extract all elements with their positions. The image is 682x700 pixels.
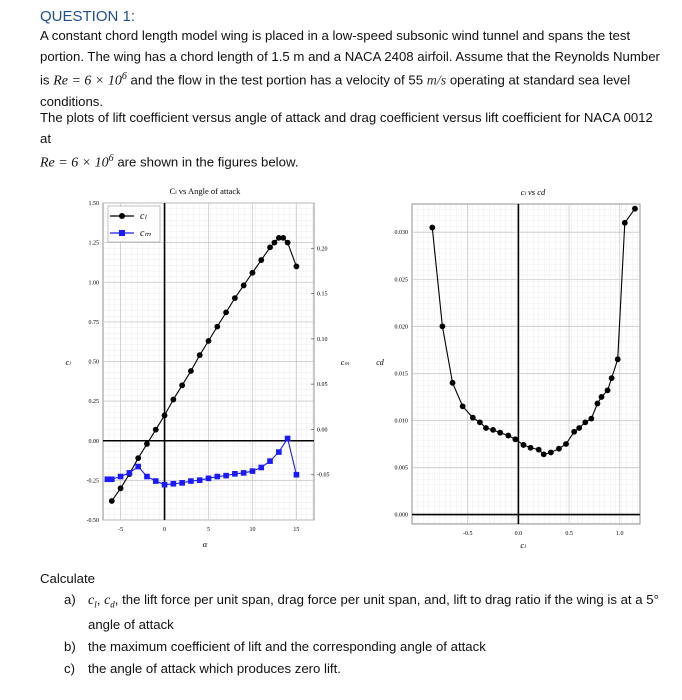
question-title: QUESTION 1: (40, 8, 136, 25)
lift-coefficient-chart (0, 180, 350, 555)
chart2-y-tick-label: 0.005 (394, 465, 408, 472)
chart1-cm-point (276, 449, 282, 455)
chart1-y-tick-label: 0.00 (88, 438, 99, 445)
chart1-cl-point (285, 240, 291, 246)
chart2-x-tick-label: -0.5 (462, 531, 473, 537)
chart1-y-tick-label: 0.50 (88, 359, 99, 366)
problem-text-3: operating at standard sea level conditions. (40, 72, 631, 109)
problem-statement (40, 26, 665, 112)
chart2-x-tick-label: 0.0 (514, 531, 523, 537)
chart1-cm-point (118, 474, 124, 480)
chart2-x-axis-label: cₗ (520, 540, 526, 550)
chart2-drag-polar-point (571, 429, 577, 435)
task-text-c: the angle of attack which produces zero lift. (88, 660, 341, 676)
chart2-drag-polar-point (576, 425, 582, 431)
chart2-drag-polar-point (450, 380, 456, 386)
chart2-drag-polar-point (556, 446, 562, 452)
chart2-drag-polar-point (483, 425, 489, 431)
chart1-cm-point (258, 465, 264, 471)
chart2-y-tick-label: 0.025 (394, 277, 408, 284)
chart2-drag-polar-point (582, 419, 588, 425)
chart1-cl-point (109, 498, 115, 504)
chart1-cm-point (162, 482, 168, 488)
chart2-x-tick-label: 0.5 (565, 531, 573, 537)
chart1-cl-point (241, 283, 247, 289)
chart1-cl-point (223, 309, 229, 315)
chart1-cm-point (135, 464, 141, 470)
chart1-cl-point (170, 397, 176, 403)
chart1-y-tick-label: -0.50 (86, 518, 99, 524)
chart2-drag-polar-point (588, 416, 594, 422)
chart2-y-tick-label: 0.015 (394, 371, 408, 378)
chart1-cm-point (171, 481, 177, 487)
chart2-drag-polar-point (595, 401, 601, 407)
chart2-drag-polar-point (541, 451, 547, 457)
chart2-drag-polar-point (615, 356, 621, 362)
task-item-a: a) $c_l$, $c_d$, the lift force per unit span, drag force per unit span, and, lift to drag ratio if the wing is at a 5° angle of attack (64, 592, 659, 632)
chart2-drag-polar-point (460, 403, 466, 409)
chart1-y-tick-label: -0.25 (86, 478, 99, 485)
chart1-cl-point (179, 382, 185, 388)
chart1-cm-point (127, 470, 133, 476)
chart1-cl-point (267, 244, 273, 250)
chart1-cm-point (153, 478, 159, 484)
chart1-y-tick-label: 0.75 (88, 319, 99, 326)
chart1-cm-point (109, 476, 115, 482)
chart1-cm-point (267, 458, 273, 464)
chart2-drag-polar-point (497, 430, 503, 436)
plots-intro-text: The plots of lift coefficient versus angle of attack and drag coefficient versus lift coefficient for NACA 0012 at (40, 110, 653, 146)
chart1-cm-point (223, 473, 229, 479)
plots-reynolds-expression: Re = 6 × 10 (40, 155, 109, 171)
chart1-y-tick-label: 1.50 (88, 201, 99, 207)
chart1-cl-point (250, 270, 256, 276)
chart1-cm-point (197, 477, 203, 483)
chart1-y-tick-label: 1.25 (88, 240, 99, 247)
task-item-c (64, 659, 664, 678)
chart1-cm-point (144, 474, 150, 480)
problem-text-2: and the flow in the test portion has a velocity of 55 (126, 72, 427, 88)
chart1-cm-point (232, 471, 238, 477)
chart1-y2-tick-label: 0.20 (317, 246, 328, 253)
chart1-x-tick-label: 15 (293, 527, 300, 533)
chart1-cl-point (280, 235, 286, 241)
chart1-y-tick-label: 1.00 (88, 280, 99, 287)
chart2-drag-polar-point (563, 441, 569, 447)
velocity-unit: m/s (426, 73, 447, 89)
chart2-drag-polar-point (528, 445, 534, 451)
chart2-x-tick-label: 1.0 (615, 531, 624, 537)
chart1-cl-point (258, 257, 264, 263)
chart1-cl-point (232, 295, 238, 301)
chart1-cl-point (144, 441, 150, 447)
chart1-y2-tick-label: 0.05 (317, 382, 328, 389)
chart2-drag-polar-point (622, 220, 628, 226)
chart2-plot-area (412, 204, 640, 524)
reynolds-expression: Re = 6 × 10 (53, 73, 122, 89)
chart1-cm-point (241, 470, 247, 476)
chart1-cl-point (153, 427, 159, 433)
chart2-drag-polar-point (548, 450, 554, 456)
chart1-cm-point (179, 480, 185, 486)
chart1-y2-axis-label: cₘ (340, 358, 350, 367)
chart2-drag-polar-point (605, 387, 611, 393)
chart1-legend (108, 206, 160, 242)
cl-subscript: l (94, 599, 97, 610)
plots-intro (40, 108, 665, 174)
cd-subscript: d (110, 599, 115, 610)
chart1-y-axis-label: cₗ (65, 358, 71, 367)
chart1-cl-point (188, 368, 194, 374)
task-label-b: b) (64, 638, 76, 654)
chart1-cl-point (197, 352, 203, 358)
calculate-heading: Calculate (40, 571, 95, 586)
cl-symbol: c (88, 593, 95, 608)
task-text-a: , the lift force per unit span, drag force per unit span, and, lift to drag ratio if the wing is at a 5° angle of attack (88, 592, 659, 632)
chart1-y2-tick-label: -0.05 (317, 472, 330, 479)
plots-reynolds-exponent: 6 (108, 153, 114, 164)
chart1-cm-point (214, 474, 220, 480)
chart1-cl-point (118, 485, 124, 491)
chart2-drag-polar-point (609, 375, 615, 381)
chart1-x-tick-label: 5 (207, 527, 210, 533)
chart2-drag-polar-point (470, 415, 476, 421)
chart1-cl-point (135, 455, 141, 461)
chart1-y2-tick-label: 0.10 (317, 336, 328, 343)
chart1-cm-point (285, 436, 291, 442)
reynolds-exponent: 6 (121, 71, 127, 82)
chart1-cl-point (162, 412, 168, 418)
chart1-x-tick-label: 0 (163, 527, 167, 533)
chart1-cl-point (214, 324, 220, 330)
task-item-b (64, 637, 664, 656)
chart1-cm-point (250, 468, 256, 474)
chart2-drag-polar-point (512, 436, 518, 442)
chart1-cl-point (272, 240, 278, 246)
chart1-cl-point (206, 338, 212, 344)
legend-cl-label: cₗ (140, 211, 147, 222)
chart1-x-tick-label: -5 (118, 527, 124, 533)
chart2-y-tick-label: 0.000 (394, 512, 408, 519)
chart1-cm-point (294, 472, 300, 478)
chart1-cl-point (294, 264, 300, 270)
legend-cm-label: cₘ (140, 228, 151, 239)
chart2-y-axis-label: cd (376, 358, 384, 367)
chart1-y2-tick-label: 0.15 (317, 291, 328, 298)
cd-symbol: c (104, 593, 111, 608)
chart2-title: cₗ vs cd (520, 187, 546, 197)
chart1-title: Cₗ vs Angle of attack (169, 186, 241, 196)
task-list (64, 590, 664, 681)
chart1-x-tick-label: 10 (249, 527, 256, 533)
chart1-cm-point (188, 478, 194, 484)
chart2-y-tick-label: 0.030 (394, 230, 408, 237)
task-label-a: a) (64, 592, 76, 607)
chart2-drag-polar-point (490, 427, 496, 433)
task-label-c: c) (64, 660, 75, 676)
chart2-y-tick-label: 0.010 (394, 418, 408, 425)
chart1-y-tick-label: 0.25 (88, 399, 99, 406)
chart2-drag-polar-point (599, 394, 605, 400)
plots-intro-tail: are shown in the figures below. (113, 154, 299, 170)
chart1-x-axis-label: α (202, 539, 208, 549)
chart1-y2-tick-label: 0.00 (317, 427, 328, 434)
chart2-drag-polar-point (521, 442, 527, 448)
problem-text-1: A constant chord length model wing is placed in a low-speed subsonic wind tunnel and spans the test portion. The wing has a chord length of 1.5 m and a NACA 2408 airfoil. Assume that the Reynolds Number is (40, 28, 660, 88)
chart1-cm-point (206, 476, 212, 482)
task-text-b: the maximum coefficient of lift and the corresponding angle of attack (88, 638, 486, 654)
chart2-drag-polar-point (477, 419, 483, 425)
chart2-drag-polar-point (632, 206, 638, 212)
drag-polar-chart (350, 180, 650, 555)
chart2-drag-polar-point (440, 323, 446, 329)
chart2-y-tick-label: 0.020 (394, 324, 408, 331)
chart2-drag-polar-point (429, 225, 435, 231)
chart2-drag-polar-point (536, 447, 542, 453)
chart2-drag-polar-point (505, 433, 511, 439)
